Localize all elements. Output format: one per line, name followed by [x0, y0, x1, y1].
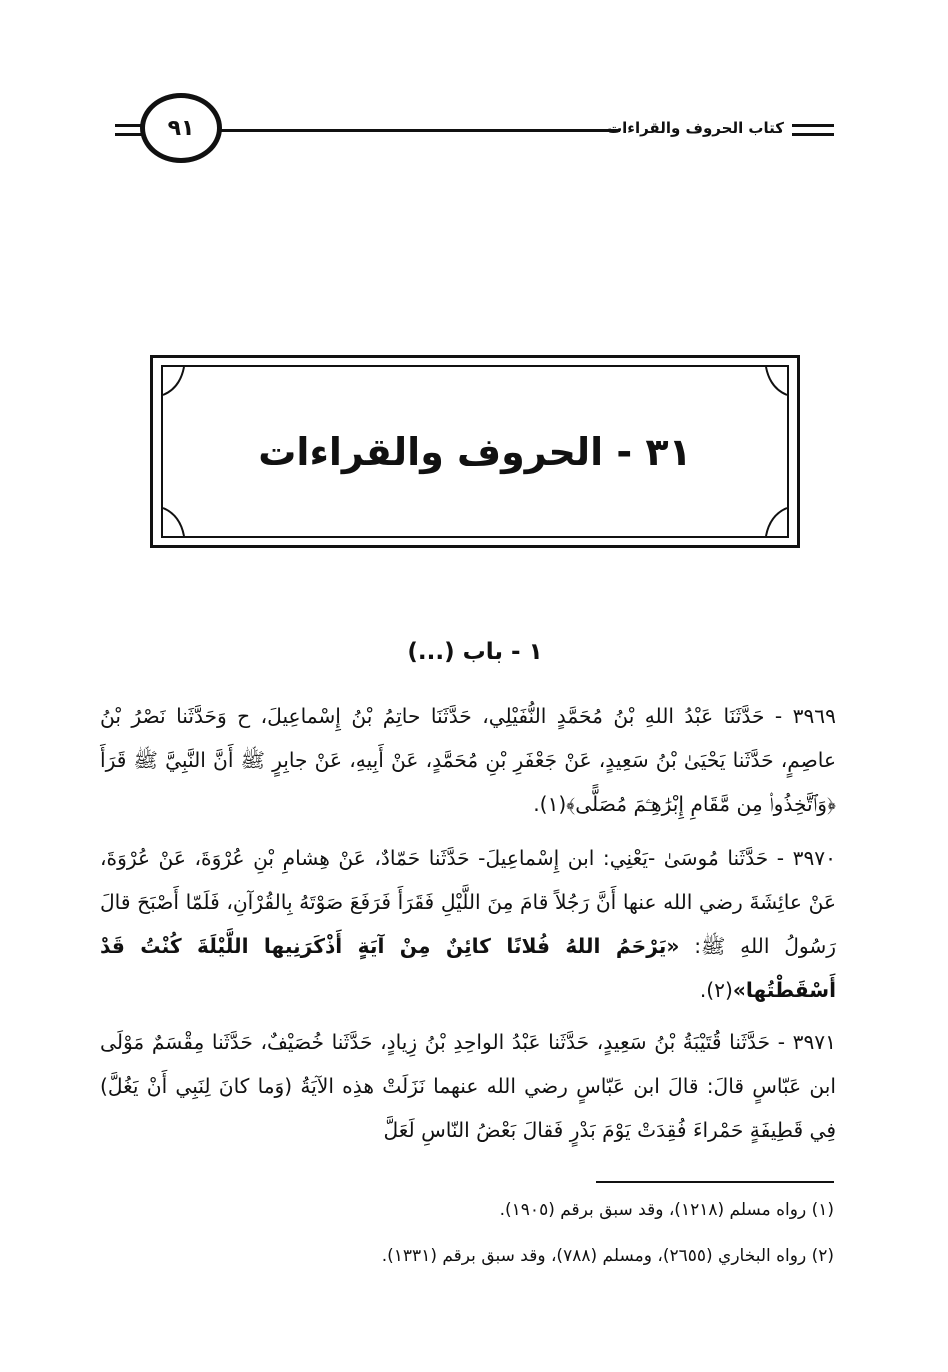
section-heading: ١ - باب (...) — [407, 639, 543, 665]
chapter-title: ٣١ - الحروف والقراءات — [258, 430, 692, 474]
footnote-separator — [596, 1181, 834, 1183]
prophetic-quote: «يَرْحَمُ اللهُ فُلانًا كائِنٌ مِنْ آيَةٍ أَذْكَرَنِيها اللَّيْلَةَ كُنْتُ قَدْ أَسْقَطْتُها» — [100, 934, 836, 1002]
footnote-2: (٢) رواه البخاري (٢٦٥٥)، ومسلم (٧٨٨)، وقد سبق برقم (١٣٣١). — [381, 1246, 834, 1266]
hadith-text: حَدَّثَنَا عَبْدُ اللهِ بْنُ مُحَمَّدٍ النُّفَيْلِي، حَدَّثَنَا حاتِمُ بْنُ إِسْماعِيلَ، ح وَحَدَّثَنا نَصْرُ بْنُ عاصِمٍ، حَدَّثَنا يَحْيَىٰ بْنُ سَعِيدٍ، عَنْ جَعْفَرِ بْنِ مُحَمَّدٍ، عَنْ أَبِيهِ، عَنْ جابِرٍ ﷺ أَنَّ النَّبِيَّ ﷺ قَرَأَ ﴿وَٱتَّخِذُوا۟ مِن مَّقَامِ إِبْرَٰهِـۧمَ مُصَلًّى﴾(١). — [100, 704, 836, 816]
hadith-number: ٣٩٧١ — [792, 1030, 836, 1054]
hadith-text: حَدَّثَنا قُتَيْبَةُ بْنُ سَعِيدٍ، حَدَّثَنا عَبْدُ الواحِدِ بْنُ زِيادٍ، حَدَّثَنا خُصَيْفٌ، حَدَّثَنا مِقْسَمٌ مَوْلَى ابن عَبّاسٍ قالَ: قالَ ابن عَبّاسٍ رضي الله عنهما نَزَلَتْ هذِه الآيَةُ (وَما كانَ لِنَبِي أَنْ يَغُلَّ) فِي قَطِيفَةٍ حَمْراءَ فُقِدَتْ يَوْمَ بَدْرٍ فَقالَ بَعْضُ النّاسِ لَعَلَّ — [100, 1030, 836, 1142]
header-rule-right-top — [792, 124, 834, 127]
hadith-3971: ٣٩٧١ - حَدَّثَنا قُتَيْبَةُ بْنُ سَعِيدٍ، حَدَّثَنا عَبْدُ الواحِدِ بْنُ زِيادٍ، حَدَّثَنا خُصَيْفٌ، حَدَّثَنا مِقْسَمٌ مَوْلَى ابن عَبّاسٍ قالَ: قالَ ابن عَبّاسٍ رضي الله عنهما نَزَلَتْ هذِه الآيَةُ (وَما كانَ لِنَبِي أَنْ يَغُلَّ) فِي قَطِيفَةٍ حَمْراءَ فُقِدَتْ يَوْمَ بَدْرٍ فَقالَ بَعْضُ النّاسِ لَعَلَّ — [100, 1030, 836, 1142]
header-rule-right-bottom — [792, 133, 834, 136]
footnote-1: (١) رواه مسلم (١٢١٨)، وقد سبق برقم (١٩٠٥). — [499, 1200, 834, 1220]
hadith-number: ٣٩٦٩ — [792, 704, 836, 728]
hadith-3970: ٣٩٧٠ - حَدَّثَنا مُوسَىٰ -يَعْنِي: ابن إِسْماعِيلَ- حَدَّثَنا حَمّادٌ، عَنْ هِشامِ بْنِ عُرْوَةَ، عَنْ عُرْوَةَ، عَنْ عائِشَةَ رضي الله عنها أَنَّ رَجُلاً قامَ مِنَ اللَّيْلِ فَقَرَأَ فَرَفَعَ صَوْتَهُ بِالقُرْآنِ، فَلَمّا أَصْبَحَ قالَ رَسُولُ اللهِ ﷺ: «يَرْحَمُ اللهُ فُلانًا كائِنٌ مِنْ آيَةٍ أَذْكَرَنِيها اللَّيْلَةَ كُنْتُ قَدْ أَسْقَطْتُها»(٢). — [100, 846, 836, 1002]
hadith-number: ٣٩٧٠ — [792, 846, 836, 870]
hadith-text: حَدَّثَنا مُوسَىٰ -يَعْنِي: ابن إِسْماعِيلَ- حَدَّثَنا حَمّادٌ، عَنْ هِشامِ بْنِ عُرْوَةَ، عَنْ عُرْوَةَ، عَنْ عائِشَةَ رضي الله عنها أَنَّ رَجُلاً قامَ مِنَ اللَّيْلِ فَقَرَأَ فَرَفَعَ صَوْتَهُ بِالقُرْآنِ، فَلَمّا أَصْبَحَ قالَ رَسُولُ اللهِ ﷺ: — [100, 846, 836, 958]
running-title: كتاب الحروف والقراءات — [607, 119, 784, 137]
page-number: ٩١ — [140, 93, 222, 163]
hadith-3969: ٣٩٦٩ - حَدَّثَنَا عَبْدُ اللهِ بْنُ مُحَمَّدٍ النُّفَيْلِي، حَدَّثَنَا حاتِمُ بْنُ إِسْماعِيلَ، ح وَحَدَّثَنا نَصْرُ بْنُ عاصِمٍ، حَدَّثَنا يَحْيَىٰ بْنُ سَعِيدٍ، عَنْ جَعْفَرِ بْنِ مُحَمَّدٍ، عَنْ أَبِيهِ، عَنْ جابِرٍ ﷺ أَنَّ النَّبِيَّ ﷺ قَرَأَ ﴿وَٱتَّخِذُوا۟ مِن مَّقَامِ إِبْرَٰهِـۧمَ مُصَلًّى﴾(١). — [100, 704, 836, 816]
header-rule-middle — [214, 129, 620, 132]
footnote-ref: (٢). — [699, 978, 733, 1002]
